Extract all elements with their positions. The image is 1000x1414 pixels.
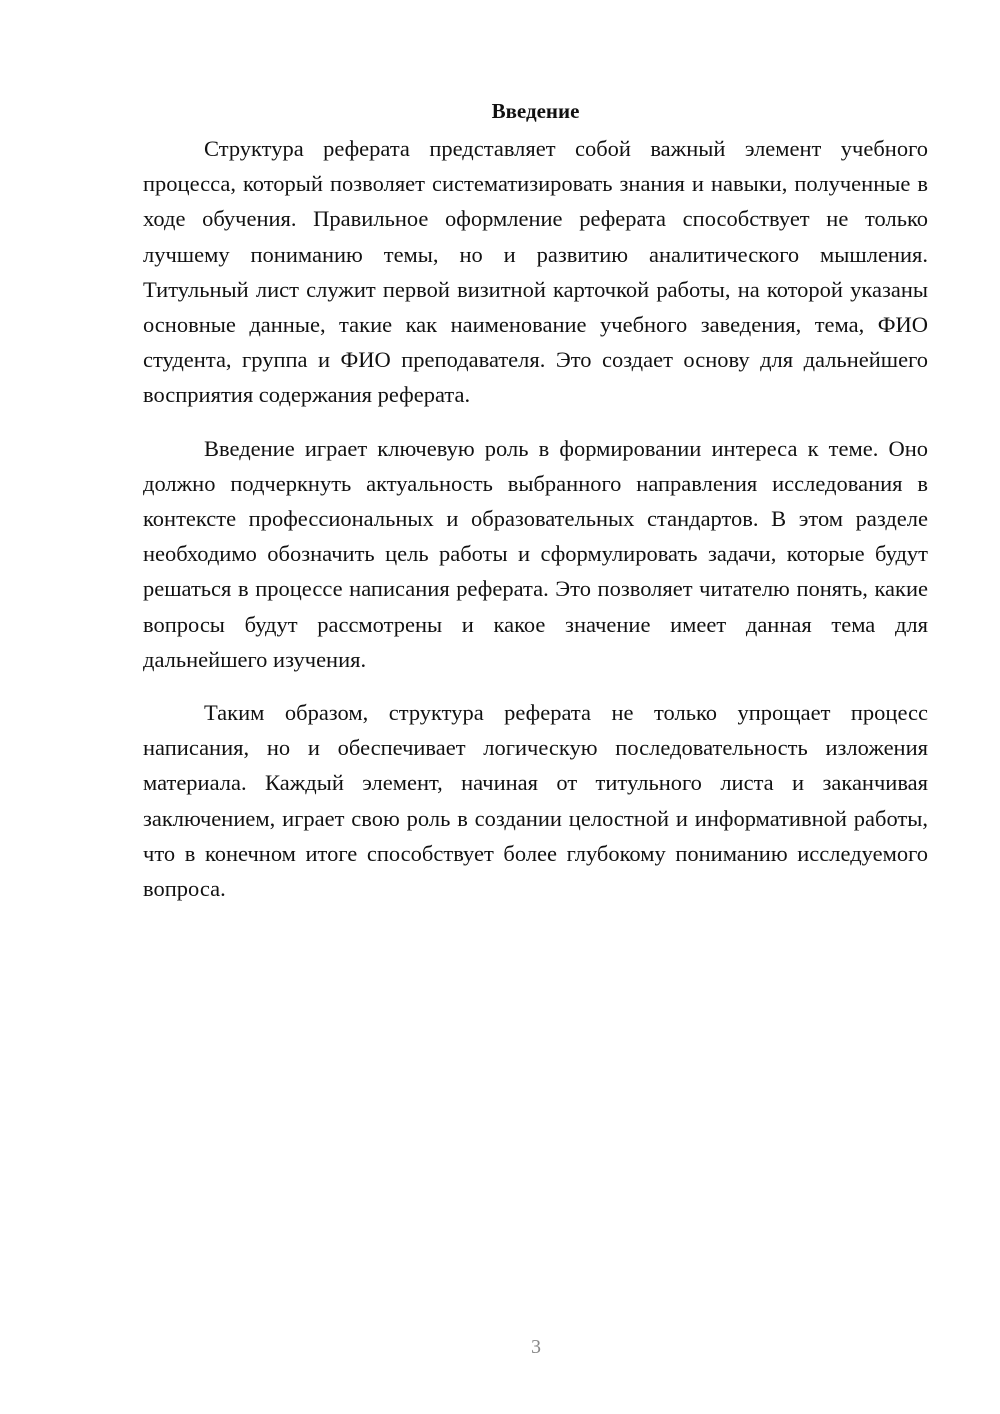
paragraph-2: Введение играет ключевую роль в формировании интереса к теме. Оно должно подчеркнуть актуальность выбранного направления исследования в контексте профессиональных и образовательных стандартов. В этом разделе необходимо обозначить цель работы и сформулировать задачи, которые будут решаться в процессе написания реферата. Это позволяет читателю понять, какие вопросы будут рассмотрены и какое значение имеет данная тема для дальнейшего изучения.	[143, 435, 928, 672]
section-heading: Введение	[491, 99, 580, 123]
paragraph-1: Структура реферата представляет собой важный элемент учебного процесса, который позволяет систематизировать знания и навыки, полученные в ходе обучения. Правильное оформление реферата способствует не только лучшему пониманию темы, но и развитию аналитического мышления. Титульный лист служит первой визитной карточкой работы, на которой указаны основные данные, такие как наименование учебного заведения, тема, ФИО студента, группа и ФИО преподавателя. Это создает основу для дальнейшего восприятия содержания реферата.	[143, 136, 928, 408]
page-content	[143, 92, 928, 924]
paragraph-3: Таким образом, структура реферата не только упрощает процесс написания, но и обеспечивает логическую последовательность изложения материала. Каждый элемент, начиная от титульного листа и заканчивая заключением, играет свою роль в создании целостной и информативной работы, что в конечном итоге способствует более глубокому пониманию исследуемого вопроса.	[143, 700, 928, 902]
page-number: 3	[531, 1336, 541, 1358]
